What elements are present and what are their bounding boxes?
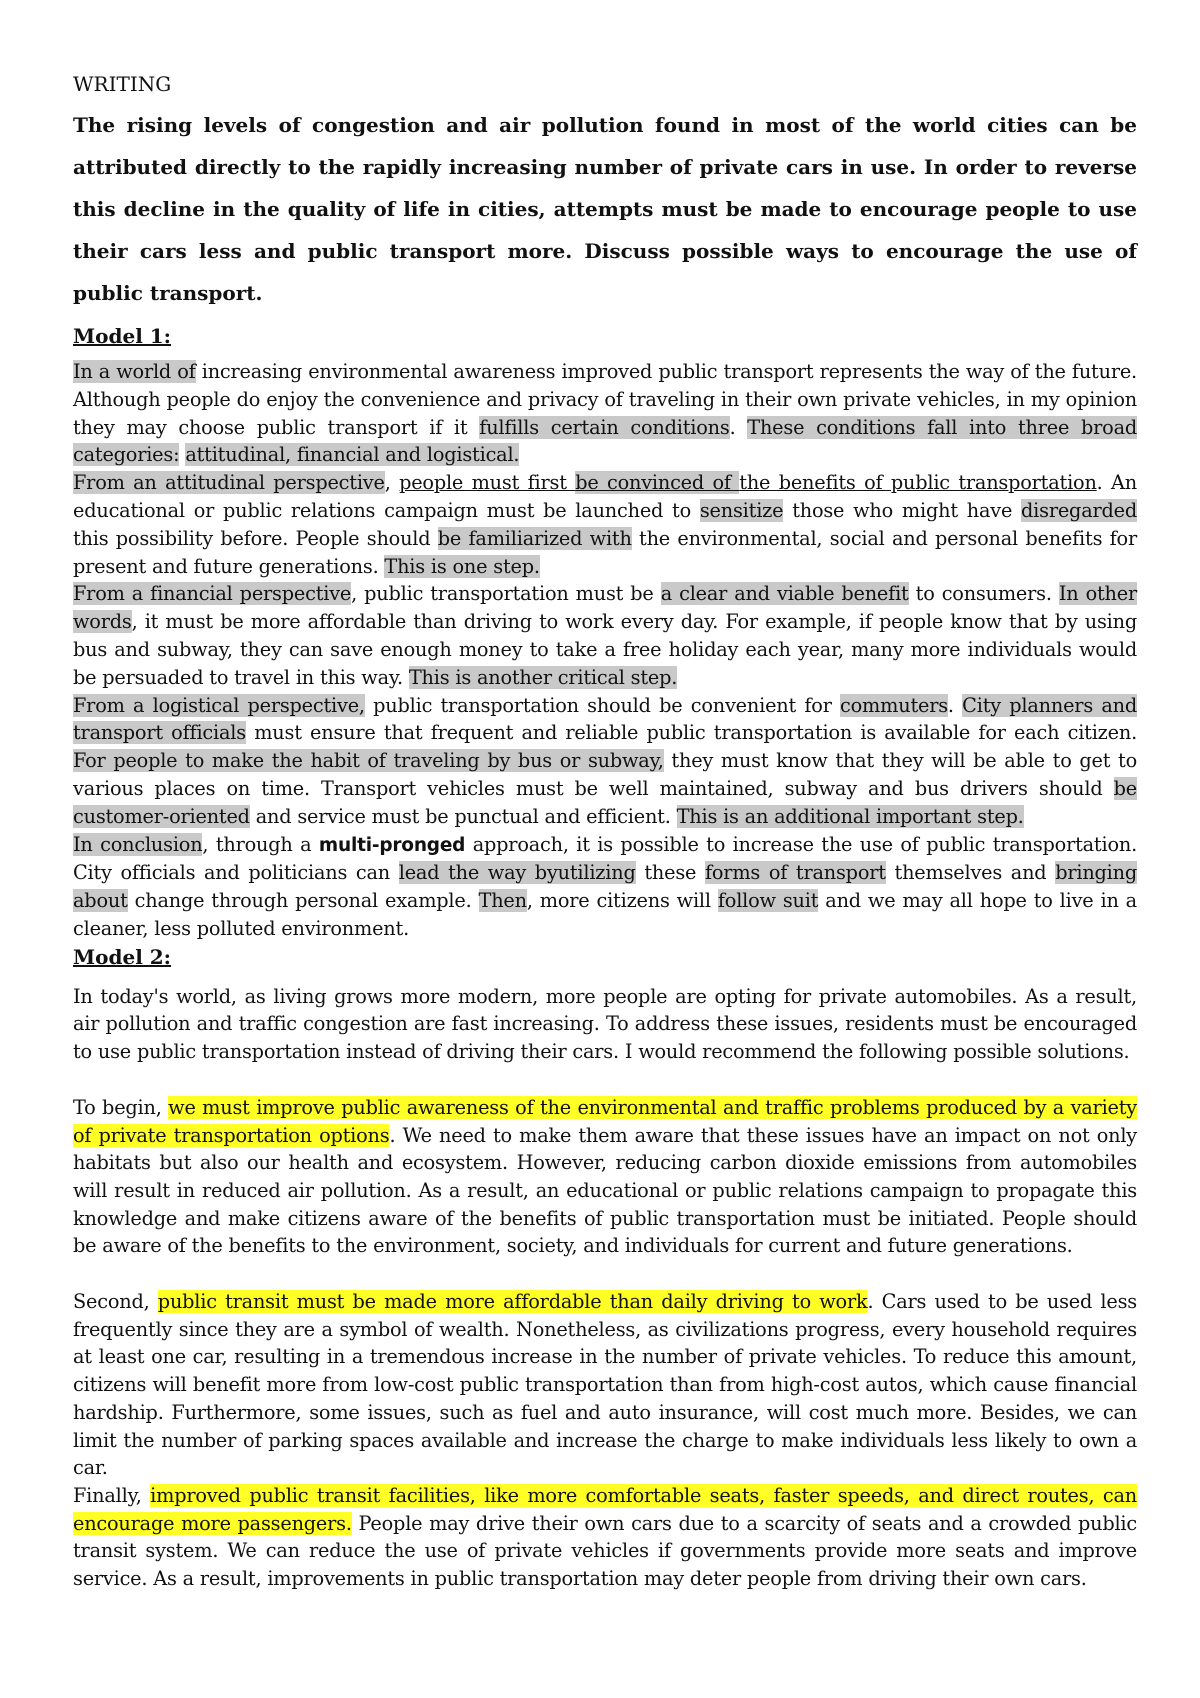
highlight: bringing about xyxy=(73,861,1138,913)
model-2-paragraph-1: In today's world, as living grows more modern, more people are opting for private automobiles. As a result, air pollution and traffic congestion are fast increasing. To address these issues, residents must be encouraged to use public transportation instead of driving their cars. I would recommend the following possible solutions. xyxy=(73,984,1137,1064)
highlight: Then xyxy=(478,889,527,913)
highlight: In a world of xyxy=(73,360,196,383)
text-run: and service must be punctual and efficient xyxy=(249,804,665,828)
highlight: In conclusion xyxy=(73,832,203,856)
highlight: be familiarized with xyxy=(437,526,632,550)
highlight: These conditions fall into three broad categories: xyxy=(73,415,1138,467)
model-2-essay xyxy=(73,983,1137,1593)
model-2-paragraph-3 xyxy=(73,1288,1137,1482)
text-run: , public transportation must be xyxy=(351,582,661,606)
bold-text: multi-pronged xyxy=(318,834,466,856)
text-run: those who might have xyxy=(783,498,1022,522)
text-run: , through a xyxy=(202,832,319,856)
text-run: increasing environmental awareness improved public transport represents the way of the future. Although people do enjoy the convenience and privacy of traveling in their own private vehicles, in my opinion they may choose public transport if it xyxy=(73,360,1137,439)
text-run: . xyxy=(729,415,748,439)
text-run: , more citizens will xyxy=(526,889,718,913)
model-2-paragraph-2 xyxy=(73,1094,1137,1260)
highlight: fulfills certain conditions xyxy=(479,415,730,439)
underlined-text: the benefits of public transportation xyxy=(739,471,1097,495)
highlight: disregarded xyxy=(1021,498,1137,522)
text-run: . xyxy=(947,693,963,717)
highlight: commuters xyxy=(840,693,948,717)
highlight: forms of transport xyxy=(704,861,886,885)
text-run: Second, xyxy=(73,1290,158,1314)
text-run: public transportation should be convenient for xyxy=(364,693,841,717)
text-run: themselves and xyxy=(885,861,1056,885)
text-run: approach, it is possible to increase the use of public transportation. City officials and politicians can xyxy=(73,832,1137,885)
highlight: City planners and transport officials xyxy=(73,693,1137,745)
text-run: . We need to make them aware that these issues have an impact on not only habitats but also our health and ecosystem. However, reducing carbon dioxide emissions from automobiles will result in reduced air pollution. As a result, an educational or public relations campaign to propagate this knowledge and make citizens aware of the benefits of public transportation must be initiated. People should be aware of the benefits to the environment, society, and individuals for current and future generations. xyxy=(73,1123,1137,1258)
model-1-paragraph-2 xyxy=(73,469,1137,580)
text-run: they must know that they will be able to get to various places on time. Transport vehicles must be well maintained, subway and bus drivers should xyxy=(73,749,1137,800)
underlined-text: people must first xyxy=(399,471,576,495)
model-1-title: Model 1: xyxy=(73,324,172,348)
highlight: attitudinal, financial and logistical. xyxy=(185,443,520,467)
text-run: and we may all hope to live in a cleaner, less polluted environment. xyxy=(73,889,1137,940)
document-page xyxy=(73,70,1137,1593)
highlight: lead the way byutilizing xyxy=(398,861,636,885)
model-1-paragraph-1 xyxy=(73,358,1137,469)
task-prompt: The rising levels of congestion and air pollution found in most of the world cities can be attributed directly to the rapidly increasing number of private cars in use. In order to reverse this decline in the quality of life in cities, attempts must be made to encourage people to use their cars less and public transport more. Discuss possible ways to encourage the use of public transport. xyxy=(73,113,1137,305)
highlight: This is one step. xyxy=(384,554,540,578)
model-2-paragraph-4 xyxy=(73,1482,1137,1593)
text-run: must ensure that frequent and reliable public transportation is available for each citizen. xyxy=(245,721,1138,745)
highlight: follow suit xyxy=(717,889,819,913)
text-run: the environmental, social and personal benefits for present and future generations. xyxy=(73,526,1137,578)
text-run: this possibility before. People should xyxy=(73,526,438,550)
text-run: . Cars used to be used less frequently since they are a symbol of wealth. Nonetheless, as civilizations progress, every household requires at least one car, resulting in a tremendous increase in the number of private vehicles. To reduce this amount, citizens will benefit more from low-cost public transportation than from high-cost autos, which cause financial hardship. Furthermore, some issues, such as fuel and auto insurance, will cost much more. Besides, we can limit the number of parking spaces available and increase the charge to make individuals less likely to own a car. xyxy=(73,1290,1137,1480)
highlight: From an attitudinal perspective xyxy=(73,471,385,495)
section-heading: WRITING xyxy=(73,72,172,96)
text-run: To begin, xyxy=(73,1095,169,1119)
model-1-paragraph-3 xyxy=(73,580,1137,691)
text-run: . xyxy=(664,804,677,828)
highlight: From a logistical perspective, xyxy=(73,693,365,717)
model-2-title: Model 2: xyxy=(73,944,172,969)
yellow-highlight: we must improve public awareness of the environmental and traffic problems produced by a variety of private transportation options xyxy=(73,1095,1137,1147)
highlight: From a financial perspective xyxy=(73,582,352,606)
model-1-paragraph-4 xyxy=(73,692,1137,831)
text-run: . An educational or public relations campaign must be launched to xyxy=(73,471,1137,522)
text-run: People may drive their own cars due to a scarcity of seats and a crowded public transit system. We can reduce the use of private vehicles if governments provide more seats and improve service. As a result, improvements in public transportation may deter people from driving their own cars. xyxy=(73,1511,1137,1591)
yellow-highlight: public transit must be made more affordable than daily driving to work xyxy=(157,1290,868,1314)
highlight: This is an additional important step. xyxy=(676,804,1024,828)
highlight: In other words xyxy=(73,582,1137,634)
highlight: For people to make the habit of traveling by bus or subway, xyxy=(73,749,664,773)
highlight: be customer-oriented xyxy=(73,776,1137,828)
highlight: a clear and viable benefit xyxy=(660,582,909,606)
text-run: these xyxy=(635,861,705,885)
text-run: change through personal example. xyxy=(127,889,479,913)
highlight: sensitize xyxy=(699,498,784,522)
text-run: Finally, xyxy=(73,1483,151,1507)
text-run: , it must be more affordable than driving to work every day. For example, if people know that by using bus and subway, they can save enough money to take a free holiday each year, many more individuals would be persuaded to travel in this way. xyxy=(73,610,1137,689)
text-run: , xyxy=(384,471,400,495)
model-1-paragraph-5 xyxy=(73,831,1137,943)
yellow-highlight: improved public transit facilities, like more comfortable seats, faster speeds, and direct routes, can encourage more passengers. xyxy=(73,1483,1137,1535)
highlight: This is another critical step. xyxy=(408,665,678,689)
model-1-essay xyxy=(73,358,1137,943)
text-run: to consumers. xyxy=(908,582,1059,606)
highlight: be convinced of xyxy=(575,471,740,495)
